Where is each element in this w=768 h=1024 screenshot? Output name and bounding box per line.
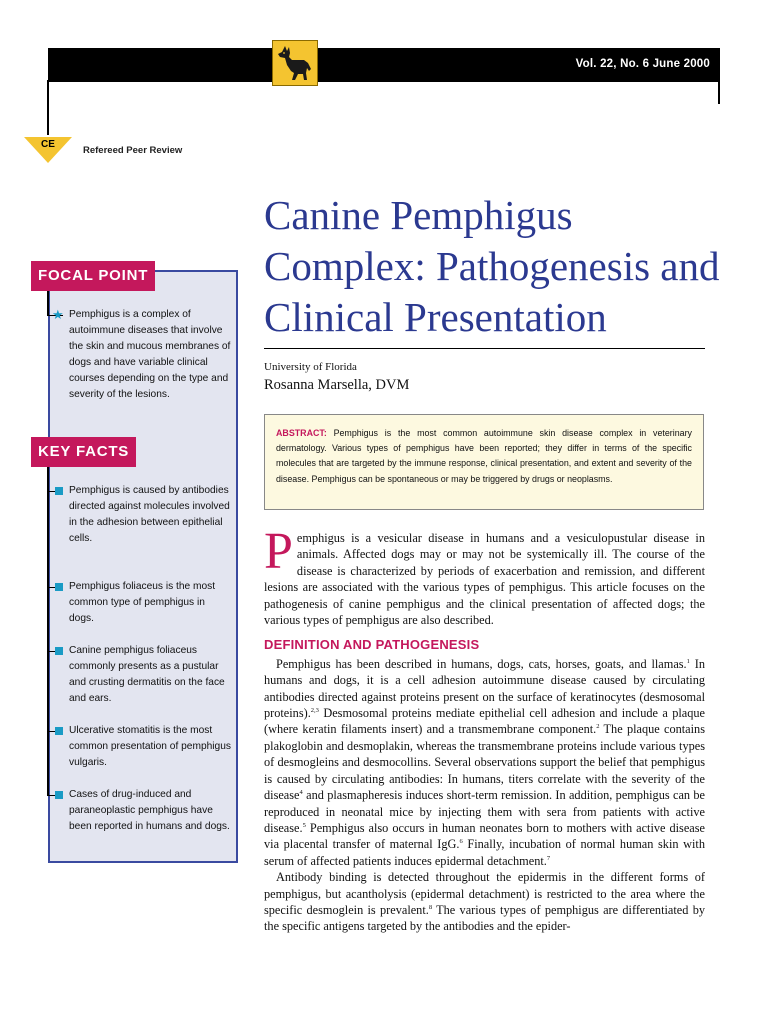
key-fact-item: Pemphigus foliaceus is the most common type of pemphigus in dogs. bbox=[69, 581, 216, 624]
citation: 7 bbox=[546, 854, 551, 862]
focal-point-heading: FOCAL POINT bbox=[31, 261, 155, 291]
star-icon: ★ bbox=[52, 307, 64, 322]
bullet-square-icon bbox=[55, 583, 63, 591]
citation: 2 bbox=[596, 723, 600, 731]
citation: 8 bbox=[428, 903, 433, 911]
abstract bbox=[276, 426, 692, 487]
citation: 4 bbox=[299, 789, 303, 797]
citation: 1 bbox=[686, 657, 690, 665]
peer-review-label: Refereed Peer Review bbox=[83, 145, 183, 156]
bullet-square-icon bbox=[55, 647, 63, 655]
paragraph-text: The plaque contains plakoglobin and desmoplakin, whereas the transmembrane proteins include various types of desmogleins and desmocollins. Several observations support the belief that pemphigus is caused by circulating antibodies: In humans, titers correlate with the severity of the disease bbox=[264, 722, 705, 803]
title-divider bbox=[264, 348, 705, 349]
paragraph-text: Finally, incubation of normal human skin with serum of affected patients induces epidermal detachment. bbox=[264, 837, 705, 868]
abstract-text: Pemphigus is the most common autoimmune skin disease complex in veterinary dermatology. Various types of pemphigus have been reported; they differ in terms of the specific molecules that are targeted by the immune response, clinical presentation, and extent and severity of the disease. Pemphigus can be spontaneous or may be triggered by drugs or neoplasms. bbox=[276, 428, 692, 484]
header-bar bbox=[48, 48, 720, 82]
focal-connector bbox=[47, 291, 49, 316]
paragraph-text: Pemphigus has been described in humans, dogs, cats, horses, goats, and llamas. bbox=[276, 656, 687, 671]
dog-silhouette-icon bbox=[273, 41, 317, 85]
body-paragraph bbox=[264, 869, 705, 935]
frame-rule-right bbox=[718, 80, 720, 104]
citation: 6 bbox=[459, 838, 463, 846]
german-shepherd-dog-icon bbox=[272, 40, 318, 86]
citation: 5 bbox=[302, 821, 306, 829]
abstract-label: ABSTRACT: bbox=[276, 428, 327, 438]
paragraph-text: The various types of pemphigus are differentiated by the specific antigens targeted by the antibodies and the epider- bbox=[264, 902, 705, 934]
drop-cap: P bbox=[264, 523, 293, 580]
key-fact-item: Ulcerative stomatitis is the most common presentation of pemphigus vulgaris. bbox=[69, 725, 231, 768]
key-facts-connector bbox=[47, 467, 49, 795]
intro-text: emphigus is a vesicular disease in humans and a vesiculopustular disease in animals. Affected dogs may or may not be systemically ill. The course of the disease is characterized by periods of exacerbation and remission, and different lesions are associated with the various types of pemphigus. This article focuses on the pathogenesis of canine pemphigus and the clinical presentation of affected dogs; the various types of pemphigus are also described. bbox=[264, 531, 705, 628]
bullet-square-icon bbox=[55, 727, 63, 735]
ce-badge-label: CE bbox=[41, 139, 55, 150]
focal-point-text: Pemphigus is a complex of autoimmune diseases that involve the skin and mucous membranes of dogs and have variable clinical courses depending on the type and severity of the lesions. bbox=[69, 309, 231, 400]
key-fact-item: Pemphigus is caused by antibodies directed against molecules involved in the adhesion between epithelial cells. bbox=[69, 485, 230, 544]
bullet-square-icon bbox=[55, 487, 63, 495]
paragraph-text: Pemphigus also occurs in human neonates born to mothers with active disease via placental transfer of maternal IgG. bbox=[264, 820, 705, 852]
article-body bbox=[264, 523, 705, 935]
abstract-box bbox=[264, 414, 704, 510]
section-heading: DEFINITION AND PATHOGENESIS bbox=[264, 637, 480, 653]
author-name: Rosanna Marsella, DVM bbox=[264, 377, 410, 393]
author-affiliation: University of Florida bbox=[264, 361, 357, 373]
key-facts-heading: KEY FACTS bbox=[31, 437, 136, 467]
paragraph-text: In humans and dogs, it is a cell adhesion autoimmune disease caused by circulating antibodies directed against proteins present on the surface of keratinocytes (desmosomal proteins). bbox=[264, 656, 705, 721]
article-title: Canine Pemphigus Complex: Pathogenesis and Clinical Presentation bbox=[264, 192, 720, 340]
paragraph-text: and plasmapheresis induces short-term remission. In addition, pemphigus can be reproduced in neonatal mice by injecting them with sera from patients with active disease. bbox=[264, 788, 705, 835]
issue-info: Vol. 22, No. 6 June 2000 bbox=[575, 58, 710, 70]
key-fact-item: Canine pemphigus foliaceus commonly presents as a pustular and crusting dermatitis on the face and ears. bbox=[69, 645, 225, 704]
paragraph-text: Desmosomal proteins mediate epithelial cell adhesion and include a plaque (where keratin filaments insert) and a transmembrane component. bbox=[264, 706, 705, 737]
paragraph-text: Antibody binding is detected throughout the epidermis in the different forms of pemphigus, but acantholysis (epidermal detachment) is restricted to the area where the specific desmoglein is prevalent. bbox=[264, 870, 705, 917]
bullet-square-icon bbox=[55, 791, 63, 799]
frame-rule-left bbox=[47, 80, 49, 135]
key-fact-item: Cases of drug-induced and paraneoplastic pemphigus have been reported in humans and dogs. bbox=[69, 789, 230, 832]
intro-paragraph bbox=[264, 523, 705, 628]
citation: 2,3 bbox=[310, 707, 319, 715]
body-paragraph bbox=[264, 656, 705, 869]
